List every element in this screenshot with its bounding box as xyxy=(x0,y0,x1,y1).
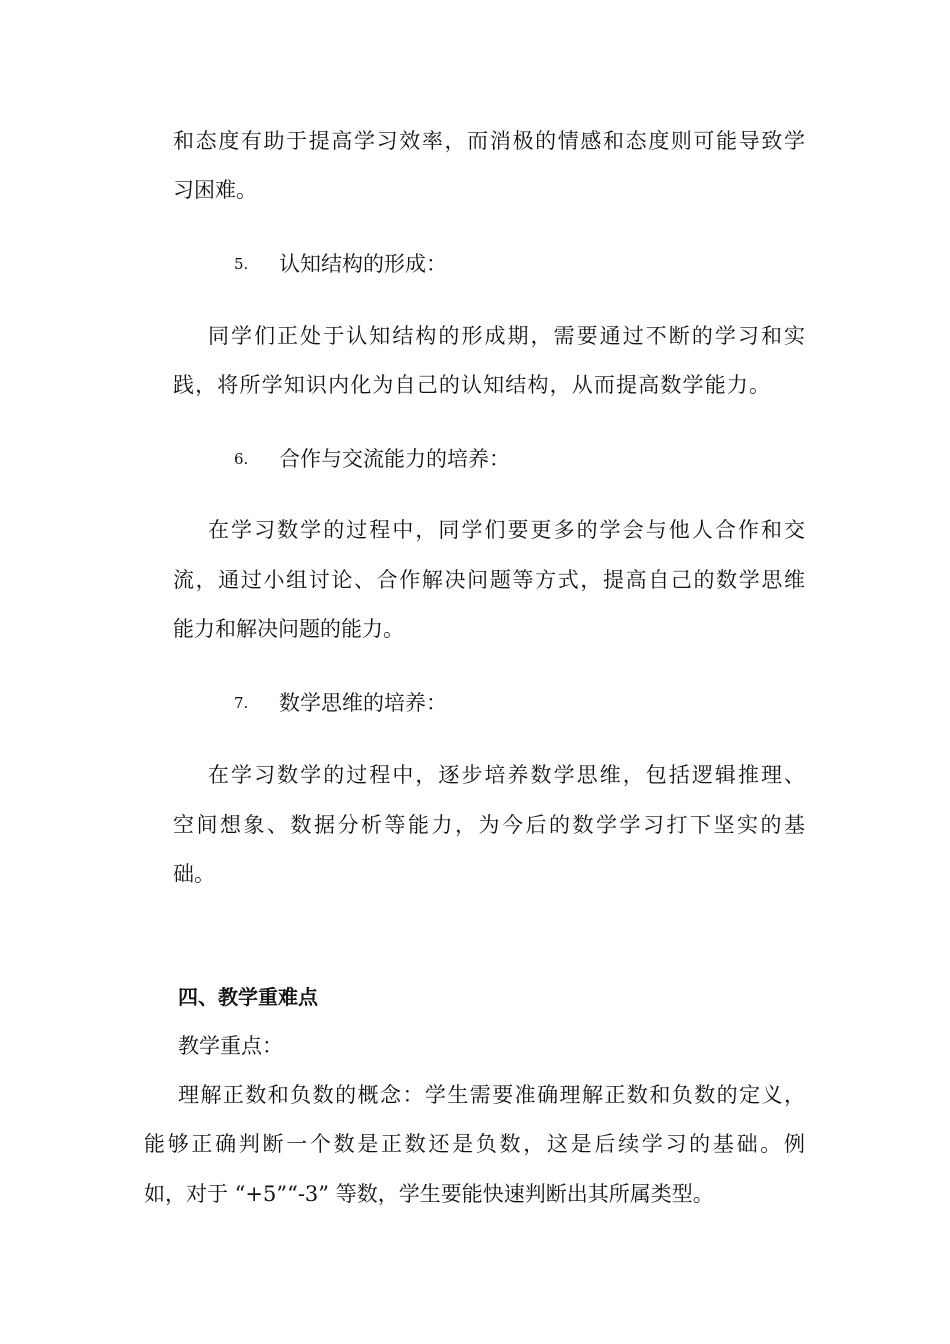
paragraph-line: 在学习数学的过程中，同学们要更多的学会与他人合作和交 xyxy=(208,518,805,542)
list-number: 7. xyxy=(234,694,249,712)
paragraph-line: 践，将所学知识内化为自己的认知结构，从而提高数学能力。 xyxy=(173,373,770,397)
paragraph-line: 理解正数和负数的概念：学生需要准确理解正数和负数的定义， xyxy=(178,1083,805,1107)
section-heading: 四、教学重难点 xyxy=(178,985,318,1009)
paragraph-line: 习困难。 xyxy=(173,178,257,202)
paragraph-line: 和态度有助于提高学习效率，而消极的情感和态度则可能导致学 xyxy=(173,129,805,153)
paragraph-line: 在学习数学的过程中，逐步培养数学思维，包括逻辑推理、 xyxy=(208,763,805,787)
paragraph-line: 能够正确判断一个数是正数还是负数，这是后续学习的基础。例 xyxy=(144,1132,805,1156)
list-item-title: 数学思维的培养： xyxy=(279,691,447,715)
paragraph-line: 流，通过小组讨论、合作解决问题等方式，提高自己的数学思维 xyxy=(173,568,805,592)
paragraph-line: 如，对于 “+5”“-3” 等数，学生要能快速判断出其所属类型。 xyxy=(144,1182,714,1206)
list-item-title: 认知结构的形成： xyxy=(279,252,447,276)
paragraph-line: 空间想象、数据分析等能力，为今后的数学学习打下坚实的基 xyxy=(173,813,805,837)
paragraph-line: 同学们正处于认知结构的形成期，需要通过不断的学习和实 xyxy=(208,324,805,348)
list-number: 5. xyxy=(234,255,249,273)
subheading: 教学重点： xyxy=(178,1034,283,1058)
paragraph-line: 础。 xyxy=(173,862,215,886)
list-item-title: 合作与交流能力的培养： xyxy=(279,447,510,471)
paragraph-line: 能力和解决问题的能力。 xyxy=(173,617,404,641)
list-number: 6. xyxy=(234,450,249,468)
